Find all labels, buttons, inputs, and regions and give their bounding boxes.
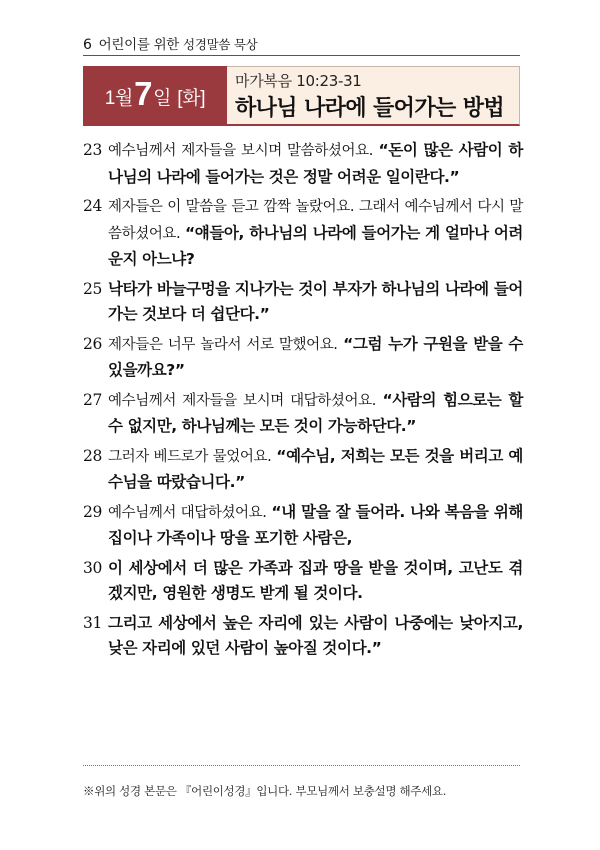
verse-number: 28 <box>83 446 102 465</box>
verse-list <box>83 138 523 666</box>
footer-rule <box>83 765 520 766</box>
verse-quote: 그리고 세상에서 높은 자리에 있는 사람이 나중에는 낮아지고, 낮은 자리에 있던 사람이 높아질 것이다.” <box>108 613 523 657</box>
date-day: 7 <box>134 75 153 112</box>
verse-quote: 이 세상에서 더 많은 가족과 집과 땅을 받을 것이며, 고난도 겪겠지만, 영원한 생명도 받게 될 것이다. <box>108 558 523 602</box>
verse-quote: “사람의 힘으로는 할 수 없지만, 하나님께는 모든 것이 가능하단다.” <box>108 390 524 435</box>
day-banner <box>83 66 520 126</box>
book-subtitle: 성경말씀 묵상 <box>183 37 258 52</box>
verse <box>83 611 523 662</box>
date-day-suffix: 일 <box>153 87 172 109</box>
date-box <box>83 66 227 126</box>
verse-narration: 예수님께서 제자들을 보시며 말씀하셨어요. <box>108 143 373 159</box>
verse-quote: “돈이 많은 사람이 하나님의 나라에 들어가는 것은 정말 어려운 일이란다.” <box>108 141 523 186</box>
verse <box>83 138 523 190</box>
verse-narration: 제자들은 너무 놀라서 서로 말했어요. <box>108 336 338 353</box>
scripture-reference: 마가복음 10:23-31 <box>235 72 362 90</box>
verse-number: 26 <box>83 334 102 353</box>
footnote: ※위의 성경 본문은 『어린이성경』입니다. 부모님께서 보충설명 해주세요. <box>83 784 447 798</box>
verse-number: 24 <box>83 197 102 215</box>
verse-narration: 예수님께서 대답하셨어요. <box>108 504 267 521</box>
verse <box>83 500 523 552</box>
verse <box>83 388 523 440</box>
book-title: 어린이를 위한 <box>98 37 180 53</box>
verse-quote: “그럼 누가 구원을 받을 수 있을까요?” <box>108 334 523 379</box>
verse-number: 25 <box>83 279 102 298</box>
header-rule <box>83 55 520 56</box>
verse-number: 30 <box>83 558 102 577</box>
verse-quote: “내 말을 잘 들어라. 나와 복음을 위해 집이나 가족이나 땅을 포기한 사람은, <box>108 502 523 547</box>
verse <box>83 194 523 273</box>
verse-number: 27 <box>83 390 102 409</box>
page-number: 6 <box>83 37 92 53</box>
title-box <box>227 66 520 126</box>
verse-narration: 그러자 베드로가 물었어요. <box>108 448 272 465</box>
verse-number: 23 <box>83 141 102 159</box>
verse-number: 31 <box>83 613 102 632</box>
verse-quote: 낙타가 바늘구멍을 지나가는 것이 부자가 하나님의 나라에 들어가는 것보다 더 쉽단다.” <box>108 279 523 323</box>
reading-title: 하나님 나라에 들어가는 방법 <box>235 96 505 121</box>
verse-narration: 예수님께서 제자들을 보시며 대답하셨어요. <box>108 392 376 409</box>
verse-quote: “얘들아, 하나님의 나라에 들어가는 게 얼마나 어려운지 아느냐? <box>108 223 523 268</box>
verse <box>83 277 523 328</box>
page-header <box>83 33 257 53</box>
verse <box>83 556 523 607</box>
verse-quote: “예수님, 저희는 모든 것을 버리고 예수님을 따랐습니다.” <box>108 446 523 491</box>
verse <box>83 444 523 496</box>
date-weekday: [화] <box>177 87 206 109</box>
verse <box>83 332 523 384</box>
date-month: 1월 <box>104 87 134 109</box>
verse-narration: 제자들은 이 말씀을 듣고 깜짝 놀랐어요. 그래서 예수님께서 다시 말씀하셨어요. <box>108 199 523 242</box>
verse-number: 29 <box>83 502 102 521</box>
